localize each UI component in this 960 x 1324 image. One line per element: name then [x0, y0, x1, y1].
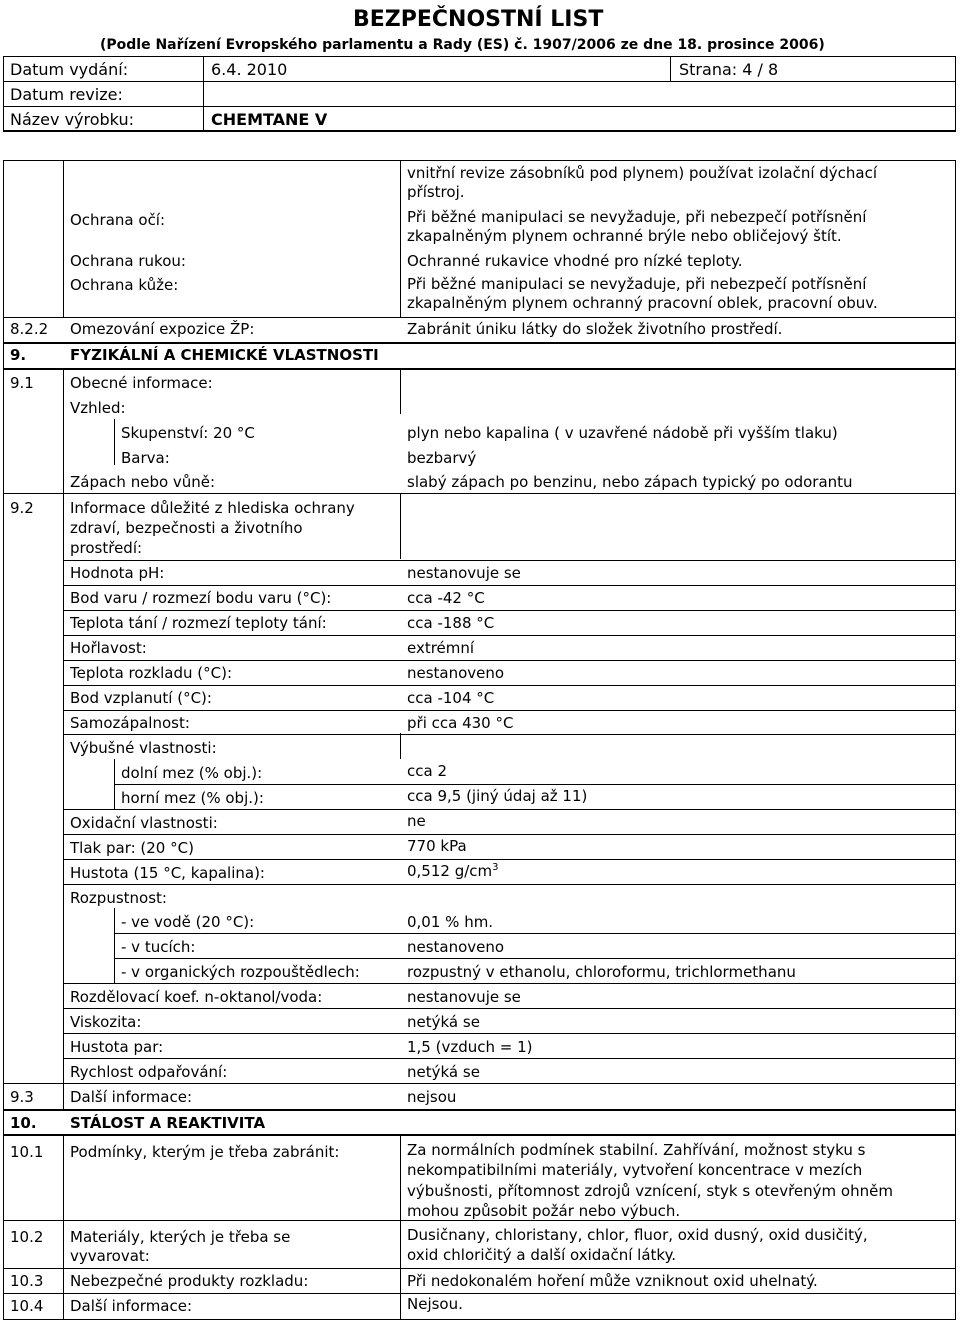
subsection-10-1-number: 10.1	[10, 1143, 44, 1161]
density-number: 0,512 g/cm	[407, 862, 493, 880]
skin-protection-label: Ochrana kůže:	[70, 276, 179, 294]
section-10-title: STÁLOST A REAKTIVITA	[70, 1114, 266, 1132]
viscosity-label: Viskozita:	[70, 1013, 142, 1031]
product-name-label: Název výrobku:	[10, 110, 134, 129]
env-exposure-label: Omezování expozice ŽP:	[70, 320, 255, 338]
property-value: při cca 430 °C	[407, 714, 514, 732]
skin-protection-value-line2: zkapalněným plynem ochranný pracovní oblek, pracovní obuv.	[407, 294, 878, 312]
eye-protection-label: Ochrana očí:	[70, 211, 166, 229]
density-label: Hustota (15 °C, kapalina):	[70, 864, 265, 882]
conditions-to-avoid-line1: Za normálních podmínek stabilní. Zahřívání, možnost styku s	[407, 1141, 866, 1159]
partition-coefficient-label: Rozdělovací koef. n-oktanol/voda:	[70, 988, 323, 1006]
organic-solubility-label: - v organických rozpouštědlech:	[121, 963, 360, 981]
property-value: cca -42 °C	[407, 589, 485, 607]
property-value: cca -188 °C	[407, 614, 495, 632]
subsection-9-1-number: 9.1	[10, 374, 34, 392]
lower-limit-value: cca 2	[407, 762, 447, 780]
evaporation-rate-label: Rychlost odpařování:	[70, 1063, 228, 1081]
conditions-to-avoid-line3: výbušnosti, přítomnost zdrojů vznícení, styk s otevřeným ohněm	[407, 1182, 893, 1200]
vapor-density-value: 1,5 (vzduch = 1)	[407, 1038, 533, 1056]
oxidizing-label: Oxidační vlastnosti:	[70, 814, 218, 832]
revision-date-label: Datum revize:	[10, 85, 123, 104]
materials-to-avoid-label-line2: vyvarovat:	[70, 1247, 150, 1265]
explosive-properties-label: Výbušné vlastnosti:	[70, 739, 217, 757]
property-label: Bod varu / rozmezí bodu varu (°C):	[70, 589, 332, 607]
fat-solubility-label: - v tucích:	[121, 938, 196, 956]
respiratory-continuation-line2: přístroj.	[407, 183, 465, 201]
hand-protection-label: Ochrana rukou:	[70, 252, 186, 270]
vapor-pressure-label: Tlak par: (20 °C)	[70, 839, 194, 857]
subsection-9-2-number: 9.2	[10, 499, 34, 517]
eye-protection-value-line1: Při běžné manipulaci se nevyžaduje, při nebezpečí potřísnění	[407, 208, 867, 226]
solubility-label: Rozpustnost:	[70, 889, 167, 907]
decomposition-value: Při nedokonalém hoření může vzniknout oxid uhelnatý.	[407, 1272, 818, 1290]
property-label: Hodnota pH:	[70, 564, 165, 582]
property-value: extrémní	[407, 639, 475, 657]
other-info-10-value: Nejsou.	[407, 1295, 463, 1313]
decomposition-label: Nebezpečné produkty rozkladu:	[70, 1272, 309, 1290]
hand-protection-value: Ochranné rukavice vhodné pro nízké teploty.	[407, 252, 743, 270]
property-value: cca -104 °C	[407, 689, 495, 707]
property-label: Teplota tání / rozmezí teploty tání:	[70, 614, 327, 632]
upper-limit-value: cca 9,5 (jiný údaj až 11)	[407, 787, 588, 805]
oxidizing-value: ne	[407, 812, 426, 830]
materials-to-avoid-label-line1: Materiály, kterých je třeba se	[70, 1228, 291, 1246]
subsection-10-2-number: 10.2	[10, 1228, 44, 1246]
document-subtitle: (Podle Nařízení Evropského parlamentu a Rady (ES) č. 1907/2006 ze dne 18. prosince 2006)	[100, 37, 825, 53]
eye-protection-value-line2: zkapalněným plynem ochranné brýle nebo obličejový štít.	[407, 227, 842, 245]
respiratory-continuation-line1: vnitřní revize zásobníků pod plynem) používat izolační dýchací	[407, 164, 878, 182]
subsection-10-4-number: 10.4	[10, 1297, 44, 1315]
color-value: bezbarvý	[407, 449, 477, 467]
conditions-to-avoid-line2: nekompatibilními materiály, vytvoření koncentrace v mezích	[407, 1161, 863, 1179]
section-10-number: 10.	[10, 1114, 37, 1132]
vapor-density-label: Hustota par:	[70, 1038, 164, 1056]
important-info-line1: Informace důležité z hlediska ochrany	[70, 499, 355, 517]
organic-solubility-value: rozpustný v ethanolu, chloroformu, trichlormethanu	[407, 963, 796, 981]
materials-to-avoid-line1: Dusičnany, chloristany, chlor, fluor, oxid dusný, oxid dusičitý,	[407, 1226, 868, 1244]
water-solubility-label: - ve vodě (20 °C):	[121, 913, 255, 931]
physical-state-label: Skupenství: 20 °C	[121, 424, 255, 442]
property-value: nestanovuje se	[407, 564, 521, 582]
water-solubility-value: 0,01 % hm.	[407, 913, 494, 931]
appearance-label: Vzhled:	[70, 399, 126, 417]
density-value	[407, 862, 499, 881]
issue-date-value: 6.4. 2010	[211, 60, 288, 79]
lower-limit-label: dolní mez (% obj.):	[121, 764, 263, 782]
property-label: Samozápalnost:	[70, 714, 190, 732]
other-info-label: Další informace:	[70, 1088, 193, 1106]
env-exposure-number: 8.2.2	[10, 320, 49, 338]
issue-date-label: Datum vydání:	[10, 60, 129, 79]
upper-limit-label: horní mez (% obj.):	[121, 789, 264, 807]
property-label: Bod vzplanutí (°C):	[70, 689, 212, 707]
important-info-line3: prostředí:	[70, 539, 143, 557]
conditions-to-avoid-label: Podmínky, kterým je třeba zabránit:	[70, 1143, 340, 1161]
section-9-title: FYZIKÁLNÍ A CHEMICKÉ VLASTNOSTI	[70, 346, 379, 364]
subsection-9-3-number: 9.3	[10, 1088, 34, 1106]
other-info-10-label: Další informace:	[70, 1297, 193, 1315]
section-9-number: 9.	[10, 346, 27, 364]
document-title: BEZPEČNOSTNÍ LIST	[353, 7, 604, 32]
general-info-label: Obecné informace:	[70, 374, 213, 392]
evaporation-rate-value: netýká se	[407, 1063, 480, 1081]
density-exponent: 3	[492, 862, 499, 873]
odor-value: slabý zápach po benzinu, nebo zápach typický po odorantu	[407, 473, 853, 491]
property-value: nestanoveno	[407, 664, 505, 682]
property-label: Hořlavost:	[70, 639, 147, 657]
physical-state-value: plyn nebo kapalina ( v uzavřené nádobě při vyšším tlaku)	[407, 424, 838, 442]
important-info-line2: zdraví, bezpečnosti a životního	[70, 519, 303, 537]
property-label: Teplota rozkladu (°C):	[70, 664, 233, 682]
page-number: Strana: 4 / 8	[679, 60, 779, 79]
env-exposure-value: Zabránit úniku látky do složek životního prostředí.	[407, 320, 783, 338]
vapor-pressure-value: 770 kPa	[407, 837, 467, 855]
skin-protection-value-line1: Při běžné manipulaci se nevyžaduje, při nebezpečí potřísnění	[407, 275, 867, 293]
subsection-10-3-number: 10.3	[10, 1272, 44, 1290]
fat-solubility-value: nestanoveno	[407, 938, 505, 956]
odor-label: Zápach nebo vůně:	[70, 473, 216, 491]
product-name-value: CHEMTANE V	[211, 110, 328, 129]
viscosity-value: netýká se	[407, 1013, 480, 1031]
other-info-value: nejsou	[407, 1088, 457, 1106]
partition-coefficient-value: nestanovuje se	[407, 988, 521, 1006]
materials-to-avoid-line2: oxid chloričitý a další oxidační látky.	[407, 1246, 677, 1264]
color-label: Barva:	[121, 449, 170, 467]
conditions-to-avoid-line4: mohou způsobit požár nebo výbuch.	[407, 1202, 681, 1220]
